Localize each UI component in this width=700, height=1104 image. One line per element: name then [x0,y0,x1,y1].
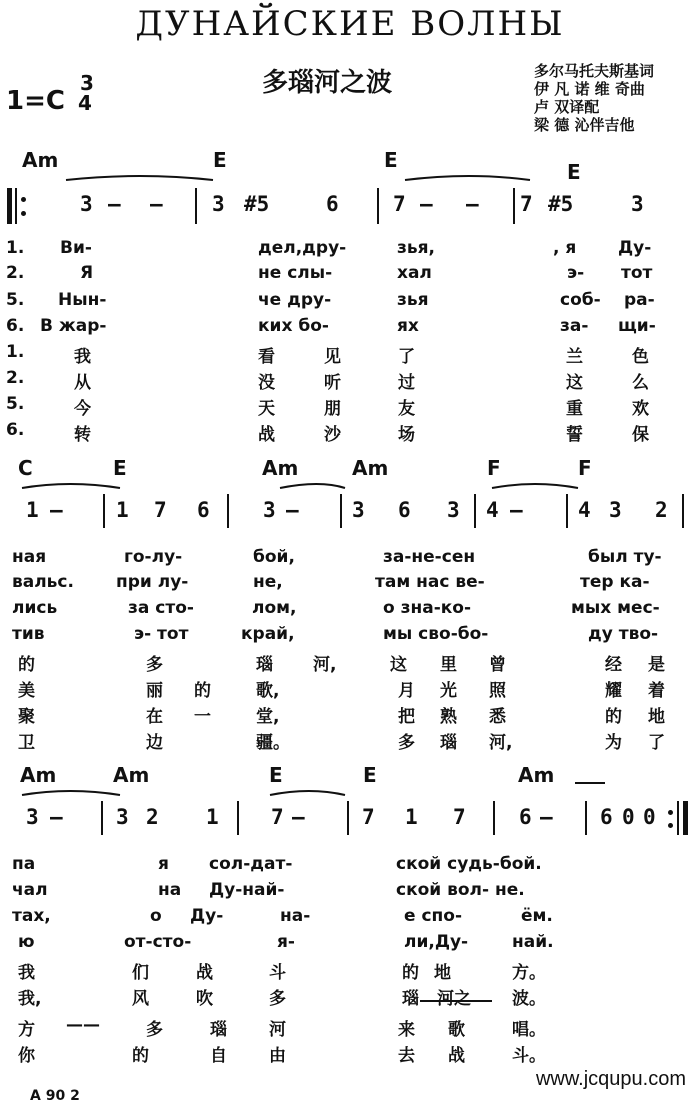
lyric: 着 [648,681,665,701]
lyric: о зна-ко- [383,598,472,618]
barline [677,801,679,835]
lyric: Ду-най- [209,880,285,900]
note: #5 [548,192,574,216]
note-dash: — [50,498,63,522]
lyric: 我 [18,963,35,983]
note-dash: — [292,805,305,829]
lyric: 疆。 [256,733,290,753]
lyric: тот [621,263,653,283]
lyric: 瑙 [210,1020,227,1040]
lyric: ской судь-бой. [396,854,542,874]
lyric: е спо- [404,906,463,926]
lyric: от-сто- [124,932,192,952]
note-dash: — [50,805,63,829]
lyric: 重 [566,399,583,419]
lyric: 一 [194,707,211,727]
lyric: 经 [605,655,622,675]
lyric: 边 [146,733,163,753]
credit-translator: 卢 双译配 [534,98,600,116]
lyric: 里 [440,655,457,675]
lyric: 斗 [269,963,286,983]
lyric: 的 [18,655,35,675]
time-denominator: 4 [78,90,92,115]
lyric: 兰 [566,347,583,367]
lyric: я [158,854,169,874]
barline [227,494,229,528]
lyric: Нын- [58,290,107,310]
lyric: зья [397,290,429,310]
song-title-chinese: 多瑙河之波 [262,68,393,98]
lyric: э- тот [134,624,189,644]
note-dash: — [540,805,553,829]
lyric: 歌, [256,681,280,701]
barline [585,801,587,835]
watermark: www.jcqupu.com [535,1068,686,1090]
lyric: 没 [258,373,275,393]
lyric: за сто- [128,598,194,618]
lyric: 曾 [489,655,506,675]
lyric: 见 [324,347,341,367]
verse-number: 5. [6,394,25,414]
note: 1 [405,805,418,829]
lyric: 多 [398,733,415,753]
note-dash: — [286,498,299,522]
lyric: 地 [648,707,665,727]
barline [101,801,103,835]
verse-number: 1. [6,342,25,362]
chord-symbol: E [269,763,283,787]
lyric: соб- [560,290,601,310]
lyric: 今 [74,399,91,419]
chord-symbol: E [384,148,398,172]
note: 6 [197,498,210,522]
chord-symbol: F [578,456,592,480]
lyric: 这 [390,655,407,675]
barline [493,801,495,835]
lyric: 我, [18,989,42,1009]
lyric: 誓 [566,425,583,445]
lyric: 我 [74,347,91,367]
lyric: 吹 [196,989,213,1009]
lyric: о [150,906,162,926]
lyric: 照 [489,681,506,701]
chord-symbol: Am [352,456,389,480]
note-dash: — [510,498,523,522]
lyric: 堂, [256,707,280,727]
lyric: 斗。 [512,1046,546,1066]
lyric: 来 [398,1020,415,1040]
lyric: 是 [648,655,665,675]
verse-number: 2. [6,263,25,283]
chord-symbol: Am [20,763,57,787]
lyric: 的 [132,1046,149,1066]
note: 7 [271,805,284,829]
barline [340,494,342,528]
lyric: 转 [74,425,91,445]
note: 4 [578,498,591,522]
note: 3 [447,498,460,522]
credit-guitar: 梁 德 沁伴吉他 [534,116,635,134]
lyric: за-не-сен [383,547,476,567]
lyric: дел,дру- [258,238,347,258]
note: 7 [393,192,406,216]
lyric: 唱。 [512,1020,546,1040]
repeat-dot [21,197,26,202]
lyric: 的 [605,707,622,727]
note: 3 [352,498,365,522]
lyric: хал [397,263,432,283]
lyric: ской вол- не. [396,880,525,900]
barline [103,494,105,528]
lyric: па [12,854,36,874]
note-dash: — [108,192,121,216]
lyric: при лу- [116,572,189,592]
note-dash: — [420,192,433,216]
barline [513,188,515,224]
chord-symbol: E [113,456,127,480]
repeat-start-barline [7,188,12,224]
lyric: 的 [402,963,419,983]
lyric: 色 [632,347,649,367]
lyric: мы сво-бо- [383,624,489,644]
lyric: 的 [194,681,211,701]
lyric: 光 [440,681,457,701]
lyric: 瑙 [440,733,457,753]
lyric: 看 [258,347,275,367]
lyric: 悉 [489,707,506,727]
barline [682,494,684,528]
lyric: 聚 [18,707,35,727]
lyric: тер ка- [580,572,650,592]
lyric: 了 [648,733,665,753]
note: 3 [609,498,622,522]
lyric: тив [12,624,45,644]
song-title-russian: ДУНАЙСКИЕ ВОЛНЫ [135,4,565,44]
lyric: 战 [448,1046,465,1066]
verse-number: 1. [6,238,25,258]
lyric: 保 [632,425,649,445]
verse-number: 6. [6,420,25,440]
barline [566,494,568,528]
lyric: 战 [196,963,213,983]
chord-symbol: C [18,456,33,480]
lyric: ная [12,547,47,567]
lyric: 把 [398,707,415,727]
lyric: 河, [313,655,337,675]
chord-symbol: E [213,148,227,172]
note: 4 [486,498,499,522]
page-footer-fragment: A 90 2 [30,1088,80,1104]
lyric: 过 [398,373,415,393]
note: 3 [263,498,276,522]
note: 3 [26,805,39,829]
verse-number: 2. [6,368,25,388]
chord-symbol: Am [22,148,59,172]
lyric: лом, [252,598,297,618]
lyric: ра- [624,290,655,310]
lyric: 河 [269,1020,286,1040]
lyric: край, [241,624,295,644]
lyric: 为 [605,733,622,753]
note-rest: 0 [622,805,635,829]
barline [347,801,349,835]
lyric: Ду- [190,906,224,926]
lyric: 场 [398,425,415,445]
lyric: сол-дат- [209,854,293,874]
chord-symbol: E [567,160,581,184]
lyric: 在 [146,707,163,727]
lyric: бой, [253,547,295,567]
lyric: 卫 [18,733,35,753]
lyric: не слы- [258,263,333,283]
lyric: 河之 [437,989,471,1009]
lyric: 丽 [146,681,163,701]
note: 3 [212,192,225,216]
barline [15,188,17,224]
lyric: най. [512,932,554,952]
repeat-end-barline [683,801,688,835]
lyric: там нас ве- [375,572,485,592]
lyric: Я [80,263,94,283]
key-label: 1=C [6,86,65,116]
lyric: 天 [258,399,275,419]
lyric: Ви- [60,238,92,258]
repeat-dot [21,211,26,216]
lyric: 多 [146,655,163,675]
note: 1 [116,498,129,522]
lyric: —— [66,1015,100,1035]
lyric: не, [253,572,283,592]
note: 1 [26,498,39,522]
lyric: мых мес- [571,598,660,618]
note: 7 [520,192,533,216]
lyric: 方 [18,1020,35,1040]
note: 6 [519,805,532,829]
time-numerator: 3 [80,70,94,95]
lyric: 战 [258,425,275,445]
lyric: зья, [397,238,436,258]
note: 1 [206,805,219,829]
lyric: ду тво- [588,624,659,644]
lyric: за- [560,316,589,336]
lyric: тах, [12,906,51,926]
lyric: 沙 [324,425,341,445]
barline [195,188,197,224]
lyric: 多 [146,1020,163,1040]
note-dash: — [150,192,163,216]
verse-number: 6. [6,316,25,336]
barline [474,494,476,528]
lyric: го-лу- [124,547,183,567]
note: 3 [116,805,129,829]
lyric: был ту- [588,547,662,567]
lyric: 们 [132,963,149,983]
lyric: 波。 [512,989,546,1009]
lyric: 熟 [440,707,457,727]
lyric: 方。 [512,963,546,983]
note: 7 [154,498,167,522]
lyric: 美 [18,681,35,701]
lyric: чал [12,880,48,900]
credit-lyricist: 多尔马托夫斯基词 [534,62,655,80]
lyric: 你 [18,1046,35,1066]
note: 6 [326,192,339,216]
lyric: 么 [632,373,649,393]
lyric: 瑙 [402,989,419,1009]
note: 7 [362,805,375,829]
note: 6 [600,805,613,829]
lyric: э- [567,263,585,283]
lyric: ю [18,932,35,952]
lyric: ях [397,316,419,336]
note: 3 [631,192,644,216]
lyric: на [158,880,182,900]
lyric: 瑙 [256,655,273,675]
credit-composer: 伊 凡 诺 维 奇曲 [534,80,645,98]
chord-symbol: Am [518,763,555,787]
verse-number: 5. [6,290,25,310]
lyric: 风 [132,989,149,1009]
note: 2 [146,805,159,829]
chord-symbol: Am [262,456,299,480]
lyric: , я [553,238,577,258]
lyric: 去 [398,1046,415,1066]
lyric: щи- [618,316,656,336]
note: 6 [398,498,411,522]
lyric: 由 [269,1046,286,1066]
lyric: 自 [210,1046,227,1066]
note-rest: 0 [643,805,656,829]
lyric: че дру- [258,290,332,310]
lyric: В жар- [40,316,107,336]
lyric: 这 [566,373,583,393]
lyric: я- [277,932,295,952]
lyric: 朋 [324,399,341,419]
lyric: ких бо- [258,316,329,336]
lyric: вальс. [12,572,74,592]
lyric: ём. [521,906,553,926]
lyric: 多 [269,989,286,1009]
barline [237,801,239,835]
repeat-dot [668,810,673,815]
lyric: 听 [324,373,341,393]
lyric: 地 [434,963,451,983]
repeat-dot [668,823,673,828]
lyric: 了 [398,347,415,367]
lyric: 歌 [448,1020,465,1040]
note: #5 [244,192,270,216]
chord-symbol: E [363,763,377,787]
lyric: 耀 [605,681,622,701]
lyric: 月 [398,681,415,701]
lyric: ли,Ду- [404,932,469,952]
lyric: 友 [398,399,415,419]
lyric: Ду- [618,238,652,258]
note: 3 [80,192,93,216]
chord-symbol: Am [113,763,150,787]
lyric: на- [280,906,311,926]
lyric: 从 [74,373,91,393]
lyric: 欢 [632,399,649,419]
note: 7 [453,805,466,829]
lyric: 河, [489,733,513,753]
lyric: лись [12,598,58,618]
chord-symbol: F [487,456,501,480]
note: 2 [655,498,668,522]
barline [377,188,379,224]
note-dash: — [466,192,479,216]
